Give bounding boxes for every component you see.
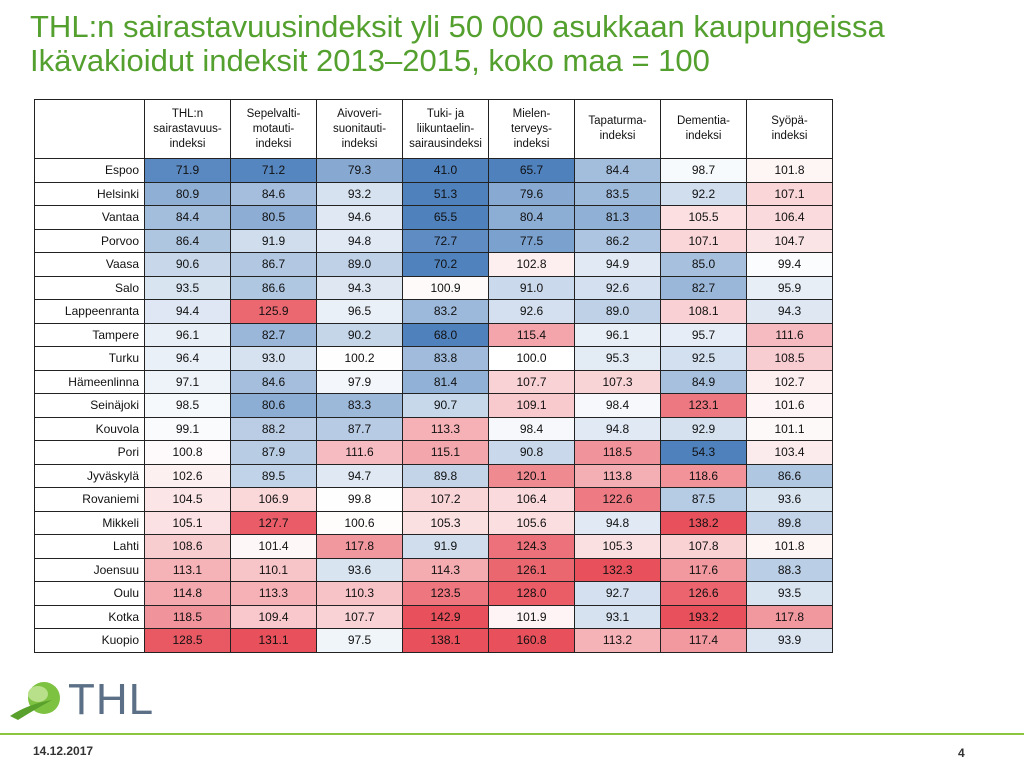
table-row [35, 441, 833, 465]
table-row [35, 464, 833, 488]
city-name: Salo [35, 276, 145, 300]
index-value-cell: 91.0 [489, 276, 575, 300]
index-value-cell: 89.8 [403, 464, 489, 488]
city-name: Espoo [35, 159, 145, 183]
index-value-cell: 115.4 [489, 323, 575, 347]
index-value-cell: 111.6 [317, 441, 403, 465]
index-value-cell: 138.1 [403, 629, 489, 653]
index-value-cell: 89.0 [317, 253, 403, 277]
index-value-cell: 100.2 [317, 347, 403, 371]
index-value-cell: 41.0 [403, 159, 489, 183]
index-value-cell: 96.1 [145, 323, 231, 347]
city-name: Joensuu [35, 558, 145, 582]
city-name: Oulu [35, 582, 145, 606]
city-name: Mikkeli [35, 511, 145, 535]
column-header-line: Tuki- ja [426, 107, 465, 120]
index-value-cell: 107.8 [661, 535, 747, 559]
index-value-cell: 93.6 [317, 558, 403, 582]
index-value-cell: 193.2 [661, 605, 747, 629]
title-line-2: Ikävakioidut indeksit 2013–2015, koko maa = 100 [30, 43, 710, 78]
index-value-cell: 118.6 [661, 464, 747, 488]
index-value-cell: 70.2 [403, 253, 489, 277]
index-value-cell: 80.4 [489, 206, 575, 230]
index-value-cell: 95.3 [575, 347, 661, 371]
column-header-line: THL:n [171, 107, 204, 120]
index-value-cell: 125.9 [231, 300, 317, 324]
corner-cell [35, 100, 145, 159]
index-value-cell: 94.4 [145, 300, 231, 324]
index-value-cell: 94.8 [317, 229, 403, 253]
index-value-cell: 160.8 [489, 629, 575, 653]
column-header-line: Dementia- [676, 115, 731, 127]
table-row [35, 229, 833, 253]
index-value-cell: 86.7 [231, 253, 317, 277]
slide-title [30, 10, 885, 78]
index-value-cell: 93.9 [747, 629, 833, 653]
index-value-cell: 110.1 [231, 558, 317, 582]
city-name: Rovaniemi [35, 488, 145, 512]
index-value-cell: 81.4 [403, 370, 489, 394]
index-value-cell: 96.1 [575, 323, 661, 347]
index-value-cell: 90.2 [317, 323, 403, 347]
index-value-cell: 92.5 [661, 347, 747, 371]
table-body [35, 159, 833, 653]
table-row [35, 535, 833, 559]
index-value-cell: 98.5 [145, 394, 231, 418]
table-row [35, 159, 833, 183]
index-value-cell: 94.9 [575, 253, 661, 277]
leaf-logo-icon [8, 676, 68, 724]
index-value-cell: 84.4 [145, 206, 231, 230]
column-header-line: Sepelvalti- [246, 107, 301, 120]
index-value-cell: 111.6 [747, 323, 833, 347]
index-value-cell: 123.5 [403, 582, 489, 606]
logo-text: THL [68, 675, 155, 724]
table-row [35, 511, 833, 535]
index-value-cell: 92.6 [489, 300, 575, 324]
table-row [35, 182, 833, 206]
column-header-line: indeksi [771, 130, 808, 142]
table-row [35, 488, 833, 512]
table-row [35, 206, 833, 230]
column-header [575, 100, 661, 159]
city-name: Helsinki [35, 182, 145, 206]
column-header-line: indeksi [599, 130, 636, 142]
index-value-cell: 96.5 [317, 300, 403, 324]
index-value-cell: 100.6 [317, 511, 403, 535]
index-value-cell: 94.8 [575, 417, 661, 441]
index-value-cell: 92.2 [661, 182, 747, 206]
index-value-cell: 117.8 [747, 605, 833, 629]
index-value-cell: 105.1 [145, 511, 231, 535]
index-value-cell: 99.8 [317, 488, 403, 512]
table-row [35, 323, 833, 347]
index-value-cell: 94.3 [317, 276, 403, 300]
index-value-cell: 124.3 [489, 535, 575, 559]
index-value-cell: 117.6 [661, 558, 747, 582]
index-value-cell: 90.6 [145, 253, 231, 277]
index-value-cell: 80.5 [231, 206, 317, 230]
index-value-cell: 120.1 [489, 464, 575, 488]
index-value-cell: 142.9 [403, 605, 489, 629]
column-header [747, 100, 833, 159]
column-header-line: indeksi [685, 130, 722, 142]
index-value-cell: 118.5 [145, 605, 231, 629]
index-value-cell: 103.4 [747, 441, 833, 465]
index-value-cell: 97.1 [145, 370, 231, 394]
index-value-cell: 65.7 [489, 159, 575, 183]
index-value-cell: 89.8 [747, 511, 833, 535]
footer-date: 14.12.2017 [33, 744, 94, 758]
index-value-cell: 115.1 [403, 441, 489, 465]
index-value-cell: 84.6 [231, 370, 317, 394]
city-name: Vantaa [35, 206, 145, 230]
index-value-cell: 113.8 [575, 464, 661, 488]
column-header-line: sairausindeksi [409, 137, 482, 150]
index-value-cell: 109.4 [231, 605, 317, 629]
index-value-cell: 68.0 [403, 323, 489, 347]
table-row [35, 582, 833, 606]
index-value-cell: 98.4 [489, 417, 575, 441]
index-value-cell: 107.2 [403, 488, 489, 512]
index-value-cell: 102.7 [747, 370, 833, 394]
index-value-cell: 105.3 [575, 535, 661, 559]
index-value-cell: 113.3 [231, 582, 317, 606]
index-value-cell: 101.1 [747, 417, 833, 441]
heatmap-table [34, 99, 833, 653]
index-value-cell: 79.6 [489, 182, 575, 206]
index-value-cell: 105.3 [403, 511, 489, 535]
index-value-cell: 79.3 [317, 159, 403, 183]
city-name: Tampere [35, 323, 145, 347]
index-value-cell: 93.5 [145, 276, 231, 300]
city-name: Jyväskylä [35, 464, 145, 488]
index-value-cell: 92.6 [575, 276, 661, 300]
column-header [231, 100, 317, 159]
index-value-cell: 122.6 [575, 488, 661, 512]
index-value-cell: 109.1 [489, 394, 575, 418]
city-name: Vaasa [35, 253, 145, 277]
index-value-cell: 101.6 [747, 394, 833, 418]
index-value-cell: 101.9 [489, 605, 575, 629]
index-value-cell: 105.6 [489, 511, 575, 535]
index-value-cell: 104.5 [145, 488, 231, 512]
index-value-cell: 101.4 [231, 535, 317, 559]
index-value-cell: 86.4 [145, 229, 231, 253]
index-value-cell: 90.8 [489, 441, 575, 465]
index-value-cell: 107.1 [661, 229, 747, 253]
title-line-1: THL:n sairastavuusindeksit yli 50 000 asukkaan kaupungeissa [30, 9, 885, 44]
index-value-cell: 106.4 [489, 488, 575, 512]
city-name: Kotka [35, 605, 145, 629]
index-value-cell: 107.1 [747, 182, 833, 206]
index-value-cell: 83.5 [575, 182, 661, 206]
column-header-line: Syöpä- [771, 115, 808, 127]
index-value-cell: 93.2 [317, 182, 403, 206]
index-value-cell: 93.0 [231, 347, 317, 371]
index-value-cell: 128.0 [489, 582, 575, 606]
index-value-cell: 107.7 [489, 370, 575, 394]
table-row [35, 394, 833, 418]
index-value-cell: 88.3 [747, 558, 833, 582]
index-value-cell: 108.5 [747, 347, 833, 371]
index-value-cell: 100.8 [145, 441, 231, 465]
column-header-line: indeksi [341, 137, 378, 150]
index-value-cell: 114.8 [145, 582, 231, 606]
index-value-cell: 51.3 [403, 182, 489, 206]
index-value-cell: 94.3 [747, 300, 833, 324]
index-value-cell: 114.3 [403, 558, 489, 582]
city-name: Seinäjoki [35, 394, 145, 418]
index-value-cell: 86.6 [747, 464, 833, 488]
index-value-cell: 94.6 [317, 206, 403, 230]
index-value-cell: 117.8 [317, 535, 403, 559]
table-row [35, 347, 833, 371]
index-value-cell: 84.6 [231, 182, 317, 206]
index-value-cell: 94.8 [575, 511, 661, 535]
index-value-cell: 102.8 [489, 253, 575, 277]
index-value-cell: 131.1 [231, 629, 317, 653]
index-value-cell: 93.1 [575, 605, 661, 629]
index-value-cell: 106.9 [231, 488, 317, 512]
city-name: Porvoo [35, 229, 145, 253]
index-value-cell: 83.3 [317, 394, 403, 418]
index-value-cell: 105.5 [661, 206, 747, 230]
index-value-cell: 98.7 [661, 159, 747, 183]
index-value-cell: 127.7 [231, 511, 317, 535]
index-value-cell: 90.7 [403, 394, 489, 418]
index-value-cell: 93.6 [747, 488, 833, 512]
city-name: Lahti [35, 535, 145, 559]
index-value-cell: 83.2 [403, 300, 489, 324]
column-header [145, 100, 231, 159]
column-header [403, 100, 489, 159]
index-value-cell: 91.9 [231, 229, 317, 253]
index-value-cell: 65.5 [403, 206, 489, 230]
city-name: Kuopio [35, 629, 145, 653]
city-name: Pori [35, 441, 145, 465]
index-value-cell: 89.0 [575, 300, 661, 324]
index-value-cell: 99.4 [747, 253, 833, 277]
thl-logo [8, 676, 158, 724]
index-value-cell: 71.9 [145, 159, 231, 183]
column-header-line: Mielen- [512, 107, 551, 120]
index-value-cell: 77.5 [489, 229, 575, 253]
city-name: Turku [35, 347, 145, 371]
column-header-line: sairastavuus- [153, 122, 222, 135]
index-value-cell: 108.1 [661, 300, 747, 324]
index-value-cell: 101.8 [747, 159, 833, 183]
index-value-cell: 102.6 [145, 464, 231, 488]
header-row [35, 100, 833, 159]
index-value-cell: 85.0 [661, 253, 747, 277]
index-value-cell: 86.6 [231, 276, 317, 300]
index-value-cell: 95.9 [747, 276, 833, 300]
index-value-cell: 123.1 [661, 394, 747, 418]
index-value-cell: 71.2 [231, 159, 317, 183]
index-value-cell: 86.2 [575, 229, 661, 253]
index-value-cell: 100.9 [403, 276, 489, 300]
index-value-cell: 89.5 [231, 464, 317, 488]
index-value-cell: 108.6 [145, 535, 231, 559]
column-header-line: indeksi [255, 137, 292, 150]
index-value-cell: 113.1 [145, 558, 231, 582]
page-number: 4 [958, 746, 965, 760]
index-value-cell: 104.7 [747, 229, 833, 253]
index-value-cell: 54.3 [661, 441, 747, 465]
column-header [489, 100, 575, 159]
city-name: Kouvola [35, 417, 145, 441]
index-value-cell: 87.9 [231, 441, 317, 465]
index-value-cell: 92.9 [661, 417, 747, 441]
table-row [35, 605, 833, 629]
index-value-cell: 95.7 [661, 323, 747, 347]
table-row [35, 300, 833, 324]
index-value-cell: 88.2 [231, 417, 317, 441]
column-header-line: liikuntaelin- [416, 122, 475, 135]
column-header-line: indeksi [169, 137, 206, 150]
index-value-cell: 97.9 [317, 370, 403, 394]
index-value-cell: 87.5 [661, 488, 747, 512]
column-header [317, 100, 403, 159]
index-value-cell: 83.8 [403, 347, 489, 371]
column-header-line: indeksi [513, 137, 550, 150]
index-value-cell: 106.4 [747, 206, 833, 230]
index-value-cell: 113.3 [403, 417, 489, 441]
city-name: Lappeenranta [35, 300, 145, 324]
index-value-cell: 96.4 [145, 347, 231, 371]
table-row [35, 276, 833, 300]
index-value-cell: 94.7 [317, 464, 403, 488]
index-value-cell: 126.1 [489, 558, 575, 582]
column-header [661, 100, 747, 159]
index-value-cell: 99.1 [145, 417, 231, 441]
index-value-cell: 107.3 [575, 370, 661, 394]
index-value-cell: 84.9 [661, 370, 747, 394]
index-value-cell: 107.7 [317, 605, 403, 629]
index-value-cell: 128.5 [145, 629, 231, 653]
index-value-cell: 80.6 [231, 394, 317, 418]
index-value-cell: 84.4 [575, 159, 661, 183]
index-value-cell: 126.6 [661, 582, 747, 606]
index-value-cell: 117.4 [661, 629, 747, 653]
city-name: Hämeenlinna [35, 370, 145, 394]
index-value-cell: 101.8 [747, 535, 833, 559]
index-value-cell: 91.9 [403, 535, 489, 559]
column-header-line: Tapaturma- [588, 115, 647, 127]
index-value-cell: 113.2 [575, 629, 661, 653]
index-value-cell: 81.3 [575, 206, 661, 230]
column-header-line: suonitauti- [332, 122, 387, 135]
index-value-cell: 138.2 [661, 511, 747, 535]
column-header-line: motauti- [252, 122, 295, 135]
index-value-cell: 110.3 [317, 582, 403, 606]
table-row [35, 253, 833, 277]
index-value-cell: 82.7 [661, 276, 747, 300]
index-value-cell: 87.7 [317, 417, 403, 441]
table-row [35, 417, 833, 441]
index-value-cell: 100.0 [489, 347, 575, 371]
index-value-cell: 132.3 [575, 558, 661, 582]
index-value-cell: 98.4 [575, 394, 661, 418]
index-value-cell: 118.5 [575, 441, 661, 465]
index-value-cell: 92.7 [575, 582, 661, 606]
footer-divider [0, 733, 1024, 735]
column-header-line: terveys- [511, 122, 552, 135]
column-header-line: Aivoveri- [337, 107, 382, 120]
index-value-cell: 82.7 [231, 323, 317, 347]
table-row [35, 558, 833, 582]
index-value-cell: 93.5 [747, 582, 833, 606]
index-value-cell: 80.9 [145, 182, 231, 206]
table-row [35, 370, 833, 394]
index-value-cell: 72.7 [403, 229, 489, 253]
table-row [35, 629, 833, 653]
index-value-cell: 97.5 [317, 629, 403, 653]
